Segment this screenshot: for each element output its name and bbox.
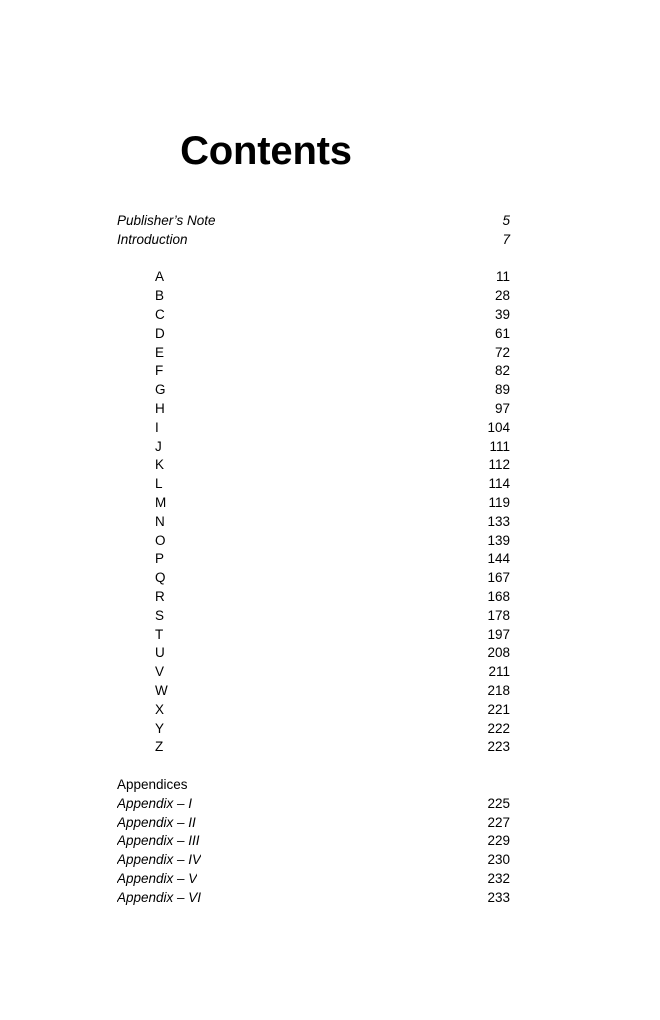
toc-entry-page-number: 218 xyxy=(487,682,510,698)
toc-entry-page-number: 225 xyxy=(487,795,510,811)
toc-entry-label: W xyxy=(155,682,168,698)
toc-entry-label: H xyxy=(155,400,165,416)
toc-entry-page-number: 111 xyxy=(489,438,510,454)
toc-entry-page-number: 114 xyxy=(488,476,510,492)
toc-entry-page-number: 222 xyxy=(487,720,510,736)
toc-entry-y[interactable] xyxy=(117,720,510,739)
toc-entry-page-number: 211 xyxy=(488,664,510,680)
toc-entry-i[interactable] xyxy=(117,419,510,438)
toc-entry-label: K xyxy=(155,457,165,473)
appendices-heading-label: Appendices xyxy=(117,776,188,792)
toc-entry-appendix-vi[interactable] xyxy=(117,889,510,908)
toc-entry-appendix-ii[interactable] xyxy=(117,814,510,833)
toc-entry-l[interactable] xyxy=(117,475,510,494)
toc-entry-r[interactable] xyxy=(117,588,510,607)
toc-entry-page-number: 197 xyxy=(487,626,510,642)
toc-entry-page-number: 229 xyxy=(487,833,510,849)
toc-entry-appendix-i[interactable] xyxy=(117,795,510,814)
toc-entry-label: Appendix – I xyxy=(117,795,193,811)
toc-entry-page-number: 5 xyxy=(502,213,510,228)
toc-entry-p[interactable] xyxy=(117,550,510,569)
toc-entry-label: L xyxy=(155,476,163,492)
toc-entry-page-number: 61 xyxy=(494,325,510,341)
toc-entry-label: O xyxy=(155,532,166,548)
toc-entry-appendix-iii[interactable] xyxy=(117,832,510,851)
toc-entry-label: S xyxy=(155,607,165,623)
toc-entry-e[interactable] xyxy=(117,344,510,363)
toc-entry-label: Q xyxy=(155,570,166,586)
toc-entry-label: C xyxy=(155,306,165,322)
toc-entry-m[interactable] xyxy=(117,494,510,513)
section-spacer xyxy=(117,250,510,269)
toc-entry-label: Appendix – III xyxy=(117,833,200,849)
toc-entry-label: J xyxy=(155,438,162,454)
toc-entry-v[interactable] xyxy=(117,663,510,682)
toc-entry-page-number: 82 xyxy=(494,363,510,379)
toc-entry-page-number: 227 xyxy=(487,814,510,830)
toc-entry-label: T xyxy=(155,626,164,642)
toc-entry-label: G xyxy=(155,382,166,398)
toc-entry-b[interactable] xyxy=(117,287,510,306)
toc-entry-page-number: 7 xyxy=(502,231,510,247)
toc-entry-d[interactable] xyxy=(117,325,510,344)
toc-entry-label: E xyxy=(155,344,165,360)
toc-entry-appendix-iv[interactable] xyxy=(117,851,510,870)
toc-entry-page-number: 233 xyxy=(487,889,510,905)
toc-entry-label: U xyxy=(155,645,165,661)
toc-entry-label: I xyxy=(155,419,159,435)
toc-entry-page-number: 208 xyxy=(487,645,510,661)
toc-entry-label: A xyxy=(155,269,165,285)
toc-entry-label: Appendix – IV xyxy=(117,852,202,868)
toc-entry-page-number: 28 xyxy=(494,288,510,304)
toc-entry-label: F xyxy=(155,363,164,379)
toc-entry-label: X xyxy=(155,701,165,717)
toc-entry-page-number: 168 xyxy=(487,588,510,604)
toc-entry-page-number: 119 xyxy=(488,494,510,510)
toc-entry-page-number: 104 xyxy=(487,419,510,435)
toc-entry-h[interactable] xyxy=(117,400,510,419)
toc-entry-page-number: 72 xyxy=(494,344,510,360)
toc-entry-n[interactable] xyxy=(117,513,510,532)
toc-entry-page-number: 223 xyxy=(487,739,510,755)
toc-entry-label: Z xyxy=(155,739,164,755)
toc-entry-u[interactable] xyxy=(117,644,510,663)
alphabet-group xyxy=(117,268,510,757)
toc-entry-page-number: 221 xyxy=(487,701,510,717)
toc-entry-label: N xyxy=(155,513,165,529)
toc-entry-page-number: 89 xyxy=(494,382,510,398)
toc-entry-c[interactable] xyxy=(117,306,510,325)
toc-entry-f[interactable] xyxy=(117,362,510,381)
toc-entry-label: P xyxy=(155,551,165,567)
toc-entry-g[interactable] xyxy=(117,381,510,400)
appendices-heading xyxy=(117,776,510,795)
toc-entry-label: M xyxy=(155,494,167,510)
toc-entry-page-number: 11 xyxy=(495,269,510,285)
toc-entry-page-number: 178 xyxy=(487,607,510,623)
toc-entry-label: Appendix – V xyxy=(117,870,198,886)
section-spacer xyxy=(117,757,510,776)
toc-entry-label: B xyxy=(155,288,165,304)
toc-entry-q[interactable] xyxy=(117,569,510,588)
toc-entry-publishers-note[interactable] xyxy=(117,212,510,231)
toc-entry-page-number: 167 xyxy=(487,570,510,586)
appendices-group xyxy=(117,776,510,908)
toc-entry-page-number: 144 xyxy=(487,551,510,567)
toc-entry-page-number: 39 xyxy=(494,306,510,322)
toc-entry-label: R xyxy=(155,588,165,604)
toc-entry-introduction[interactable] xyxy=(117,231,510,250)
toc-entry-k[interactable] xyxy=(117,456,510,475)
toc-entry-page-number: 232 xyxy=(487,870,510,886)
toc-entry-label: Introduction xyxy=(117,231,188,247)
toc-entry-label: D xyxy=(155,325,165,341)
toc-entry-appendix-v[interactable] xyxy=(117,870,510,889)
front-matter-group xyxy=(117,212,510,250)
toc-entry-w[interactable] xyxy=(117,682,510,701)
toc-entry-page-number: 230 xyxy=(487,852,510,868)
toc-entry-a[interactable] xyxy=(117,268,510,287)
toc-entry-s[interactable] xyxy=(117,607,510,626)
toc-entry-page-number: 112 xyxy=(488,457,510,473)
toc-entry-label: Publisher’s Note xyxy=(117,213,216,228)
toc-entry-t[interactable] xyxy=(117,626,510,645)
toc-entry-z[interactable] xyxy=(117,738,510,757)
toc-entry-label: Appendix – II xyxy=(117,814,196,830)
toc-entry-page-number: 139 xyxy=(487,532,510,548)
table-of-contents xyxy=(117,212,510,907)
toc-entry-label: Y xyxy=(155,720,165,736)
page-title: Contents xyxy=(180,129,352,173)
toc-entry-page-number: 97 xyxy=(494,400,510,416)
toc-entry-o[interactable] xyxy=(117,532,510,551)
toc-entry-label: V xyxy=(155,664,165,680)
toc-entry-j[interactable] xyxy=(117,438,510,457)
toc-entry-label: Appendix – VI xyxy=(117,889,202,905)
toc-entry-x[interactable] xyxy=(117,701,510,720)
toc-entry-page-number: 133 xyxy=(487,513,510,529)
